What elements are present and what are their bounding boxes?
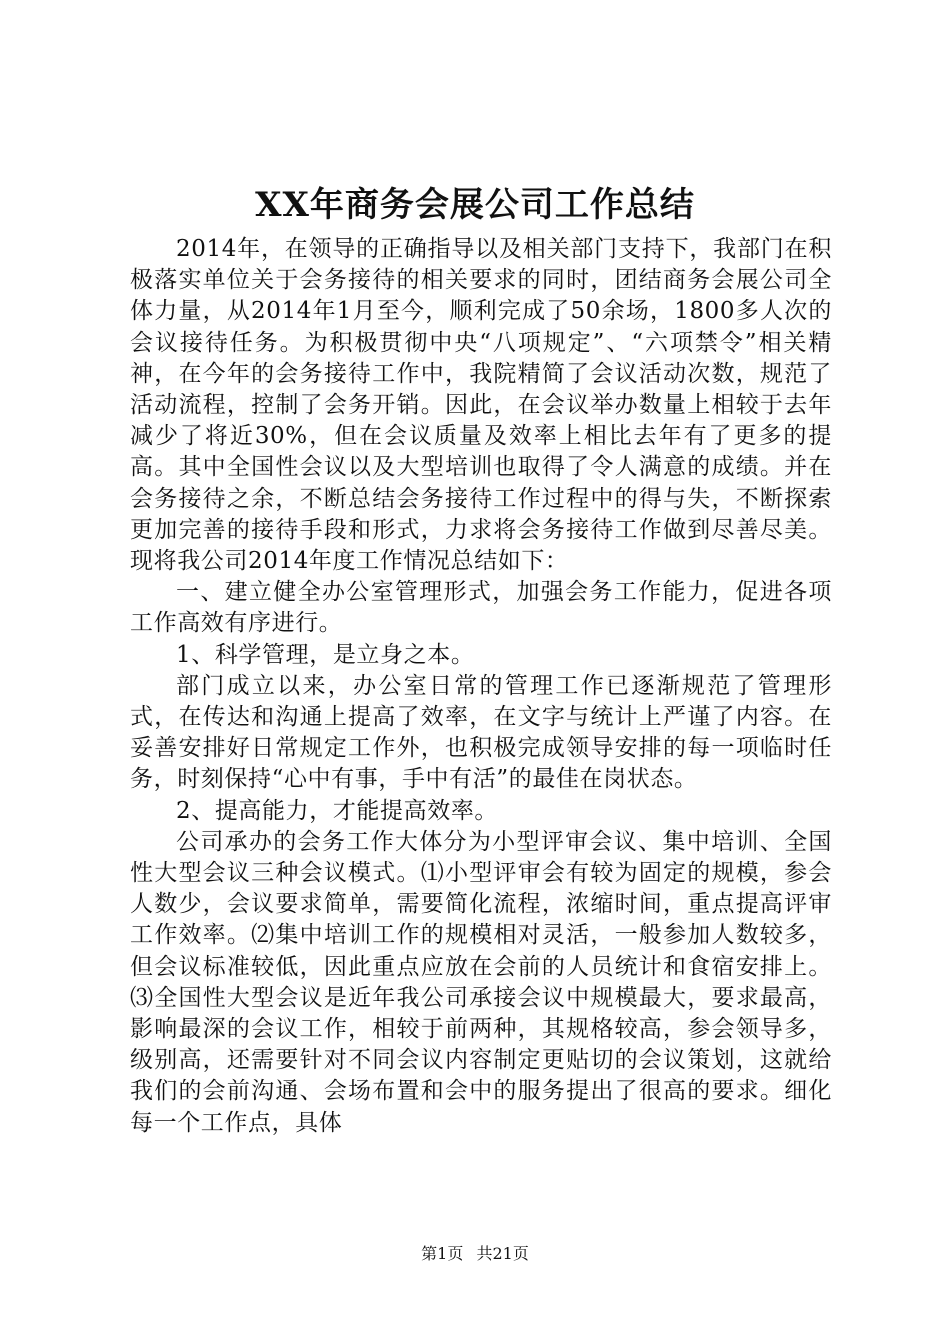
page-footer (0, 1243, 950, 1265)
paragraph-management: 部门成立以来，办公室日常的管理工作已逐渐规范了管理形式，在传达和沟通上提高了效率，在文字与统计上严谨了内容。在妥善安排好日常规定工作外，也积极完成领导安排的每一项临时任务，时刻保持“心中有事，手中有活”的最佳在岗状态。 (130, 672, 832, 793)
paragraph-conference-types: 公司承办的会务工作大体分为小型评审会议、集中培训、全国性大型会议三种会议模式。⑴小型评审会有较为固定的规模，参会人数少，会议要求简单，需要简化流程，浓缩时间，重点提高评审工作效率。⑵集中培训工作的规模相对灵活，一般参加人数较多，但会议标准较低，因此重点应放在会前的人员统计和食宿安排上。⑶全国性大型会议是近年我公司承接会议中规模最大，要求最高，影响最深的会议工作，相较于前两种，其规格较高，参会领导多，级别高，还需要针对不同会议内容制定更贴切的会议策划，这就给我们的会前沟通、会场布置和会中的服务提出了很高的要求。细化每一个工作点，具体 (130, 828, 832, 1136)
document-title: XX年商务会展公司工作总结 (255, 185, 695, 225)
subheading-2: 2、提高能力，才能提高效率。 (176, 797, 499, 824)
section-heading-1: 一、建立健全办公室管理形式，加强会务工作能力，促进各项工作高效有序进行。 (130, 579, 832, 637)
page-total: 共21页 (476, 1244, 529, 1263)
subheading-1: 1、科学管理，是立身之本。 (176, 641, 475, 668)
document-body (130, 234, 832, 1139)
paragraph-intro: 2014年，在领导的正确指导以及相关部门支持下，我部门在积极落实单位关于会务接待的相关要求的同时，团结商务会展公司全体力量，从2014年1月至今，顺利完成了50余场，1800多人次的会议接待任务。为积极贯彻中央“八项规定”、“六项禁令”相关精神，在今年的会务接待工作中，我院精简了会议活动次数，规范了活动流程，控制了会务开销。因此，在会议举办数量上相较于去年减少了将近30%，但在会议质量及效率上相比去年有了更多的提高。其中全国性会议以及大型培训也取得了令人满意的成绩。并在会务接待之余，不断总结会务接待工作过程中的得与失，不断探索更加完善的接待手段和形式，力求将会务接待工作做到尽善尽美。现将我公司2014年度工作情况总结如下： (130, 236, 832, 575)
page-number: 第1页 (421, 1244, 464, 1263)
